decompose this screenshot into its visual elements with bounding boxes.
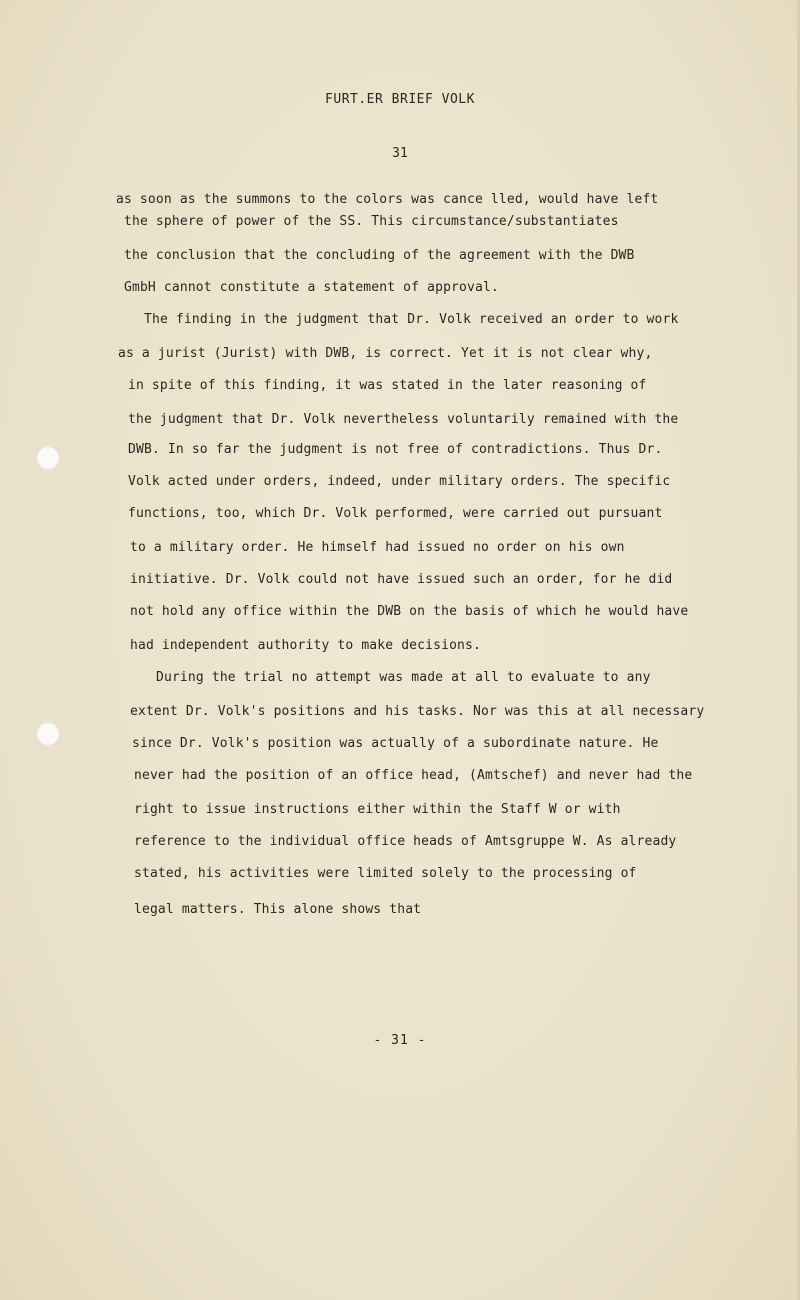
- text-line: functions, too, which Dr. Volk performed, were carried out pursuant: [128, 506, 663, 521]
- text-line: During the trial no attempt was made at all to evaluate to any: [156, 670, 651, 685]
- text-line: to a military order. He himself had issued no order on his own: [130, 540, 625, 555]
- text-line: not hold any office within the DWB on the basis of which he would have: [130, 604, 689, 619]
- text-line: the conclusion that the concluding of the agreement with the DWB: [124, 248, 635, 263]
- document-header: FURT.ER BRIEF VOLK: [325, 92, 475, 107]
- text-line: the sphere of power of the SS. This circumstance/substantiates: [124, 214, 619, 229]
- text-line: as a jurist (Jurist) with DWB, is correct. Yet it is not clear why,: [118, 346, 653, 361]
- text-line: GmbH cannot constitute a statement of approval.: [124, 280, 499, 295]
- text-line: in spite of this finding, it was stated in the later reasoning of: [128, 378, 647, 393]
- text-line: extent Dr. Volk's positions and his tasks. Nor was this at all necessary: [130, 704, 705, 719]
- text-line: legal matters. This alone shows that: [134, 902, 422, 917]
- text-line: stated, his activities were limited solely to the processing of: [134, 866, 637, 881]
- text-line: the judgment that Dr. Volk nevertheless voluntarily remained with the: [128, 412, 679, 427]
- text-line: The finding in the judgment that Dr. Volk received an order to work: [144, 312, 679, 327]
- text-line: right to issue instructions either within the Staff W or with: [134, 802, 621, 817]
- text-line: as soon as the summons to the colors was cance lled, would have left: [116, 192, 659, 207]
- text-line: Volk acted under orders, indeed, under military orders. The specific: [128, 474, 671, 489]
- text-line: never had the position of an office head, (Amtschef) and never had the: [134, 768, 693, 783]
- text-line: reference to the individual office heads of Amtsgruppe W. As already: [134, 834, 677, 849]
- text-line: initiative. Dr. Volk could not have issued such an order, for he did: [130, 572, 673, 587]
- page-number-top: 31: [392, 146, 408, 161]
- text-line: since Dr. Volk's position was actually of a subordinate nature. He: [132, 736, 659, 751]
- page-number-footer: - 31 -: [373, 1033, 427, 1048]
- text-line: had independent authority to make decisions.: [130, 638, 481, 653]
- text-line: DWB. In so far the judgment is not free of contradictions. Thus Dr.: [128, 442, 663, 457]
